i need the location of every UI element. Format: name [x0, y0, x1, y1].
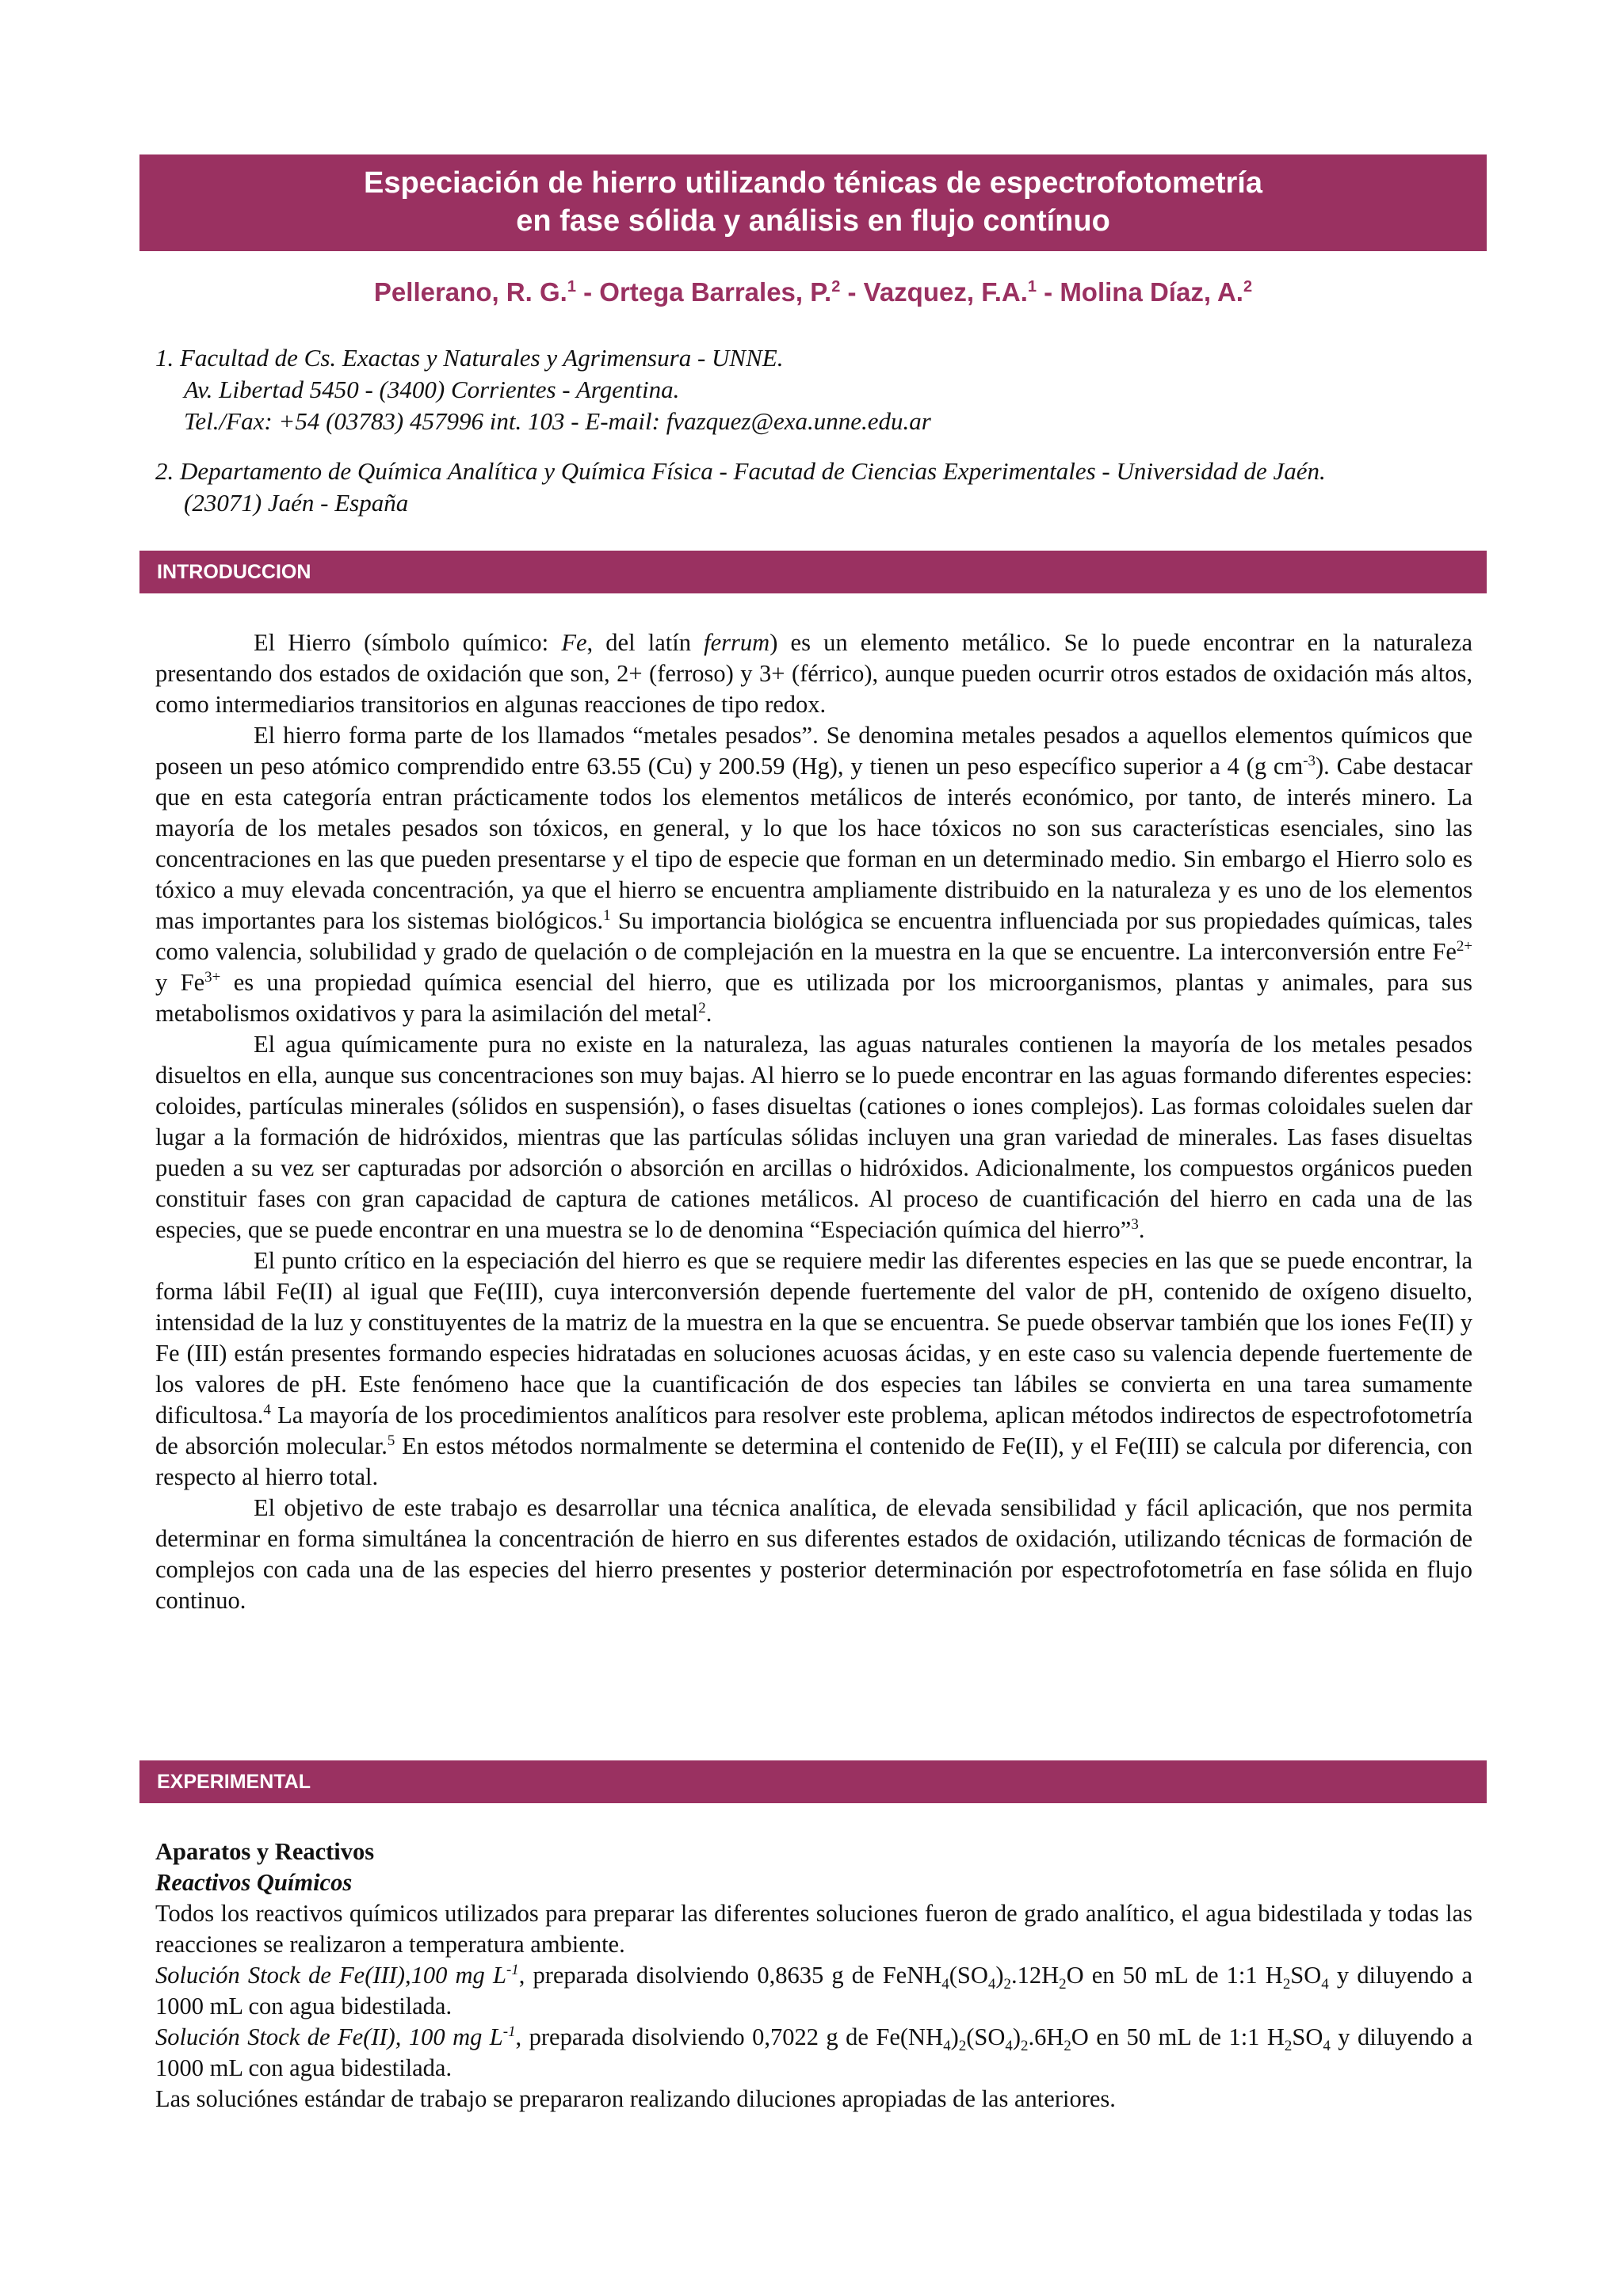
paragraph: Las soluciónes estándar de trabajo se prepararon realizando diluciones apropiadas de las anteriores. — [155, 2085, 1116, 2112]
title-line-2: en fase sólida y análisis en flujo contínuo — [516, 204, 1110, 238]
author-affiliation-mark: 2 — [1243, 278, 1253, 296]
subheading: Reactivos Químicos — [155, 1869, 353, 1896]
author-name: Molina Díaz, A. — [1060, 277, 1243, 307]
author-name: Ortega Barrales, P. — [599, 277, 832, 307]
title-line-1: Especiación de hierro utilizando ténicas de espectrofotometría — [364, 166, 1262, 200]
affiliation-1-line-3: Tel./Fax: +54 (03783) 457996 int. 103 - E-mail: fvazquez@exa.unne.edu.ar — [184, 407, 931, 435]
introduction-body — [155, 627, 1472, 1616]
paragraph: Todos los reactivos químicos utilizados para preparar las diferentes soluciones fueron de grado analítico, el agua bidestilada y todas las reacciones se realizaron a temperatura ambiente. — [155, 1900, 1472, 1958]
paragraph: El objetivo de este trabajo es desarrollar una técnica analítica, de elevada sensibilidad y fácil aplicación, que nos permita determinar en forma simultánea la concentración de hierro en sus diferentes estados de oxidación, utilizando técnicas de formación de complejos con cada una de las especies del hierro presentes y posterior determinación por espectrofotometría en fase sólida en flujo continuo. — [155, 1494, 1472, 1614]
section-heading-introduccion: INTRODUCCION — [139, 551, 1487, 593]
affiliation-2-line-2: (23071) Jaén - España — [184, 489, 409, 517]
paragraph: El Hierro (símbolo químico: Fe, del latín ferrum) es un elemento metálico. Se lo puede encontrar en la naturaleza presentando dos estados de oxidación que son, 2+ (ferroso) y 3+ (férrico), aunque pueden ocurrir otros estados de oxidación más altos, como intermediarios transitorios en algunas reacciones de tipo redox. — [155, 629, 1472, 718]
author-list: Pellerano, R. G.$^1$ - Ortega Barrales, P.$^2$ - Vazquez, F.A.$^1$ - Molina Díaz, A.$^2$ — [373, 277, 1253, 307]
affiliation-1-line-2: Av. Libertad 5450 - (3400) Corrientes - Argentina. — [184, 376, 680, 403]
paragraph: El punto crítico en la especiación del hierro es que se requiere medir las diferentes especies en las que se puede encontrar, la forma lábil Fe(II) al igual que Fe(III), cuya interconversión depende fuertemente del valor de pH, contenido de oxígeno disuelto, intensidad de la luz y constituyentes de la matriz de la muestra en la que se encuentra. Se puede observar también que los iones Fe(II) y Fe (III) están presentes formando especies hidratadas en soluciones acuosas ácidas, y en este caso su valencia depende fuertemente de los valores de pH. Este fenómeno hace que la cuantificación de dos especies tan lábiles se convierta en una tarea sumamente dificultosa.$^4$ La mayoría de los procedimientos analíticos para resolver este problema, aplican métodos indirectos de espectrofotometría de absorción molecular.$^5$ En estos métodos normalmente se determina el contenido de Fe(II), y el Fe(III) se calcula por diferencia, con respecto al hierro total. — [155, 1247, 1472, 1490]
subheading: Aparatos y Reactivos — [155, 1838, 375, 1865]
paragraph: Solución Stock de Fe(III),100 mg $L^{-1}$, preparada disolviendo 0,8635 g de $FeNH_4(SO_4)_2.12H_2O$ en 50 mL de 1:1 $H_2SO_4$ y diluyendo a 1000 mL con agua bidestilada. — [155, 1961, 1472, 2019]
paragraph: El hierro forma parte de los llamados “metales pesados”. Se denomina metales pesados a aquellos elementos químicos que poseen un peso atómico comprendido entre 63.55 (Cu) y 200.59 (Hg), y tienen un peso específico superior a 4 (g $cm^{-3}$). Cabe destacar que en esta categoría entran prácticamente todos los elementos metálicos de interés económico, por tanto, de interés minero. La mayoría de los metales pesados son tóxicos, en general, y lo que los hace tóxicos no son sus características esenciales, sino las concentraciones en las que pueden presentarse y el tipo de especie que forman en un determinado medio. Sin embargo el Hierro solo es tóxico a muy elevada concentración, ya que el hierro se encuentra ampliamente distribuido en la naturaleza y es uno de los elementos mas importantes para los sistemas biológicos.$^1$ Su importancia biológica se encuentra influenciada por sus propiedades químicas, tales como valencia, solubilidad y grado de quelación o de complejación en la muestra en la que se encuentre. La interconversión entre $Fe^{2+}$ y $Fe^{3+}$ es una propiedad química esencial del hierro, que es utilizada por los microorganismos, plantas y animales, para sus metabolismos oxidativos y para la asimilación del metal$^2$. — [155, 722, 1473, 1027]
author-affiliation-mark: 1 — [567, 278, 576, 296]
section-heading-experimental: EXPERIMENTAL — [139, 1760, 1487, 1803]
affiliation-1 — [155, 342, 1503, 437]
experimental-body — [155, 1836, 1472, 2115]
affiliation-2-line-1: 2. Departamento de Química Analítica y Química Física - Facutad de Ciencias Experimentales - Universidad de Jaén. — [155, 457, 1326, 485]
author-name: Vazquez, F.A. — [863, 277, 1028, 307]
affiliation-1-line-1: 1. Facultad de Cs. Exactas y Naturales y Agrimensura - UNNE. — [155, 344, 784, 372]
author-name: Pellerano, R. G. — [373, 277, 567, 307]
title-banner — [139, 154, 1487, 251]
paragraph: Solución Stock de Fe(II), 100 mg $L^{-1}$, preparada disolviendo 0,7022 g de $Fe(NH_4)_2(SO_4)_2.6H_2O$ en 50 mL de 1:1 $H_2SO_4$ y diluyendo a 1000 mL con agua bidestilada. — [155, 2023, 1472, 2081]
affiliation-2 — [155, 456, 1503, 519]
author-affiliation-mark: 1 — [1027, 278, 1037, 296]
author-affiliation-mark: 2 — [831, 278, 841, 296]
paragraph: El agua químicamente pura no existe en la naturaleza, las aguas naturales contienen la mayoría de los metales pesados disueltos en ella, aunque sus concentraciones son muy bajas. Al hierro se lo puede encontrar en las aguas formando diferentes especies: coloides, partículas minerales (sólidos en suspensión), o fases disueltas (cationes o iones complejos). Las formas coloidales suelen dar lugar a la formación de hidróxidos, mientras que las partículas sólidas incluyen una gran variedad de minerales. Las fases disueltas pueden a su vez ser capturadas por adsorción o absorción en arcillas o hidróxidos. Adicionalmente, los compuestos orgánicos pueden constituir fases con gran capacidad de captura de cationes metálicos. Al proceso de cuantificación del hierro en cada una de las especies, que se puede encontrar en una muestra se lo de denomina “Especiación química del hierro”$^3$. — [155, 1031, 1472, 1243]
